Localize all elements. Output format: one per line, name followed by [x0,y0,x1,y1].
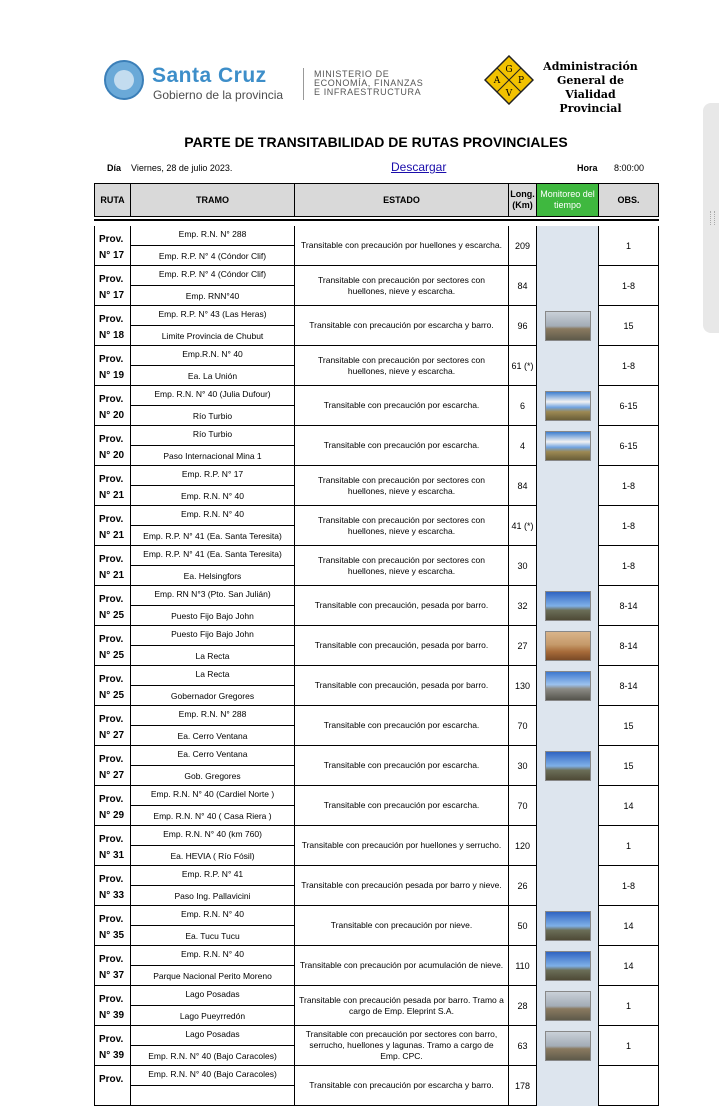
table-row [94,466,659,506]
segment-to: Ea. Cerro Ventana [177,731,248,741]
observations-cell: 1-8 [598,346,659,386]
length-cell: 50 [508,906,536,946]
table-row [94,626,659,666]
column-header-tramo: TRAMO [130,183,295,217]
status-cell: Transitable con precaución por sectores con huellones, nieve y escarcha. [294,266,508,306]
observations-cell: 1 [598,1026,659,1066]
weather-camera-thumbnail[interactable] [545,671,591,701]
segment-to: Paso Internacional Mina 1 [163,451,262,461]
segment-cell [130,546,294,586]
weather-monitor-cell [536,426,598,466]
route-cell [94,906,130,946]
weather-camera-thumbnail[interactable] [545,951,591,981]
segment-to: Gob. Gregores [184,771,241,781]
weather-monitor-cell [536,986,598,1026]
weather-camera-thumbnail[interactable] [545,591,591,621]
brand-name: Santa Cruz [152,64,267,87]
length-cell: 110 [508,946,536,986]
segment-from: Emp. R.P. N° 41 (Ea. Santa Teresita) [131,546,294,566]
weather-monitor-cell [536,826,598,866]
route-number: N° 17 [99,250,125,261]
status-cell: Transitable con precaución por escarcha. [294,386,508,426]
observations-cell: 1 [598,826,659,866]
route-number: N° 27 [99,730,125,741]
segment-cell [130,786,294,826]
route-number: N° 21 [99,570,125,581]
ministry-line: E INFRAESTRUCTURA [314,87,422,97]
weather-camera-thumbnail[interactable] [545,751,591,781]
segment-from: Emp. R.P. N° 41 [131,866,294,886]
route-cell [94,586,130,626]
route-cell [94,226,130,266]
segment-cell [130,1026,294,1066]
segment-to: Lago Pueyrredón [179,1011,246,1021]
agvp-letter: A [493,76,501,86]
observations-cell: 1-8 [598,866,659,906]
segment-from: Emp. R.N. N° 40 [131,506,294,526]
route-prov: Prov. [99,234,124,245]
segment-to: Gobernador Gregores [170,691,255,701]
length-cell: 63 [508,1026,536,1066]
side-scroll-handle[interactable] [703,103,719,333]
segment-to: Paso Ing. Pallavicini [174,891,251,901]
table-row [94,546,659,586]
table-row [94,826,659,866]
segment-from: Emp. R.N. N° 40 (Bajo Caracoles) [131,1066,294,1086]
status-cell: Transitable con precaución por huellones y serrucho. [294,826,508,866]
segment-cell [130,586,294,626]
status-cell: Transitable con precaución por escarcha. [294,426,508,466]
route-cell [94,826,130,866]
status-cell: Transitable con precaución por acumulación de nieve. [294,946,508,986]
weather-camera-thumbnail[interactable] [545,631,591,661]
segment-cell [130,986,294,1026]
status-cell: Transitable con precaución por escarcha. [294,786,508,826]
segment-from: Emp. R.N. N° 288 [131,706,294,726]
segment-cell [130,426,294,466]
status-cell: Transitable con precaución por escarcha y barro. [294,1066,508,1106]
route-prov: Prov. [99,474,124,485]
observations-cell: 1-8 [598,506,659,546]
status-cell: Transitable con precaución por escarcha. [294,746,508,786]
segment-cell [130,386,294,426]
table-row [94,786,659,826]
observations-cell: 1-8 [598,466,659,506]
weather-camera-thumbnail[interactable] [545,911,591,941]
length-cell: 41 (*) [508,506,536,546]
segment-from: Ea. Cerro Ventana [131,746,294,766]
weather-camera-thumbnail[interactable] [545,391,591,421]
segment-to: Emp. R.P. N° 41 (Ea. Santa Teresita) [143,531,282,541]
segment-cell [130,826,294,866]
table-row [94,306,659,346]
weather-monitor-cell [536,906,598,946]
route-cell [94,986,130,1026]
column-header-ruta: RUTA [94,183,131,217]
route-prov: Prov. [99,714,124,725]
status-cell: Transitable con precaución, pesada por barro. [294,626,508,666]
segment-to: Limite Provincia de Chubut [161,331,264,341]
agvp-letter: V [505,89,513,99]
status-cell: Transitable con precaución, pesada por barro. [294,666,508,706]
observations-cell: 1-8 [598,266,659,306]
weather-monitor-cell [536,306,598,346]
ministry-line: MINISTERIO DE [314,69,390,79]
route-number: N° 35 [99,930,125,941]
route-cell [94,466,130,506]
segment-to: Parque Nacional Perito Moreno [153,971,272,981]
logo-divider [303,68,304,100]
route-prov: Prov. [99,1074,124,1085]
segment-to: Ea. La Unión [187,371,238,381]
route-cell [94,786,130,826]
weather-monitor-cell [536,346,598,386]
table-row [94,746,659,786]
agvp-name-line: Provincial [559,102,622,115]
length-cell: 26 [508,866,536,906]
segment-cell [130,466,294,506]
segment-from: Emp.R.N. N° 40 [131,346,294,366]
route-cell [94,666,130,706]
observations-cell [598,1066,659,1106]
status-cell: Transitable con precaución por sectores con barro, serrucho, huellones y lagunas. Tramo a cargo de Emp. CPC. [294,1026,508,1066]
ministry-line: ECONOMÍA, FINANZAS [314,78,424,88]
weather-monitor-cell [536,506,598,546]
route-number: N° 19 [99,370,125,381]
observations-cell: 14 [598,946,659,986]
segment-from: Lago Posadas [131,1026,294,1046]
weather-camera-thumbnail[interactable] [545,311,591,341]
segment-to: Ea. HEVIA ( Río Fósil) [170,851,255,861]
observations-cell: 8-14 [598,586,659,626]
length-cell: 84 [508,466,536,506]
route-number: N° 31 [99,850,125,861]
segment-to: Río Turbio [192,411,233,421]
weather-monitor-cell [536,466,598,506]
segment-to: Ea. Tucu Tucu [185,931,240,941]
route-number: N° 33 [99,890,125,901]
route-cell [94,706,130,746]
route-number: N° 27 [99,770,125,781]
route-prov: Prov. [99,1034,124,1045]
route-prov: Prov. [99,354,124,365]
segment-to: Emp. R.N. N° 40 ( Casa Riera ) [153,811,272,821]
length-cell: 32 [508,586,536,626]
route-prov: Prov. [99,754,124,765]
segment-to: Emp. R.P. N° 4 (Cóndor Clif) [158,251,267,261]
route-prov: Prov. [99,394,124,405]
observations-cell: 6-15 [598,386,659,426]
ministry-name [314,70,423,97]
column-header-estado: ESTADO [294,183,509,217]
weather-monitor-cell [536,1026,598,1066]
length-cell: 120 [508,826,536,866]
time-label: Hora [577,163,598,173]
weather-monitor-cell [536,386,598,426]
column-header-long-line: (Km) [512,200,533,210]
status-cell: Transitable con precaución por sectores con huellones, nieve y escarcha. [294,506,508,546]
segment-from: Emp. R.N. N° 40 [131,946,294,966]
length-cell: 27 [508,626,536,666]
length-cell: 209 [508,226,536,266]
observations-cell: 14 [598,906,659,946]
agvp-name [533,60,648,116]
length-cell: 178 [508,1066,536,1106]
segment-from: Emp. R.N. N° 40 (Julia Dufour) [131,386,294,406]
length-cell: 30 [508,546,536,586]
status-cell: Transitable con precaución pesada por barro. Tramo a cargo de Emp. Eleprint S.A. [294,986,508,1026]
weather-camera-thumbnail[interactable] [545,431,591,461]
table-row [94,1026,659,1066]
segment-cell [130,306,294,346]
table-row [94,866,659,906]
route-prov: Prov. [99,834,124,845]
segment-from: Emp. R.N. N° 288 [131,226,294,246]
length-cell: 28 [508,986,536,1026]
segment-cell [130,746,294,786]
segment-cell [130,706,294,746]
segment-from: Emp. R.N. N° 40 (km 760) [131,826,294,846]
weather-monitor-cell [536,866,598,906]
table-row [94,666,659,706]
observations-cell: 15 [598,746,659,786]
table-row [94,426,659,466]
route-number: N° 21 [99,490,125,501]
weather-monitor-cell [536,226,598,266]
date-value: Viernes, 28 de julio 2023. [131,163,233,173]
segment-cell [130,346,294,386]
weather-monitor-cell [536,1066,598,1106]
route-number: N° 25 [99,690,125,701]
route-prov: Prov. [99,954,124,965]
route-cell [94,346,130,386]
table-row [94,706,659,746]
route-prov: Prov. [99,674,124,685]
route-cell [94,946,130,986]
table-row [94,386,659,426]
status-cell: Transitable con precaución pesada por barro y nieve. [294,866,508,906]
route-prov: Prov. [99,634,124,645]
segment-from: Emp. R.N. N° 40 [131,906,294,926]
observations-cell: 1 [598,226,659,266]
route-cell [94,306,130,346]
route-cell [94,386,130,426]
weather-monitor-cell [536,586,598,626]
length-cell: 30 [508,746,536,786]
segment-to: Emp. R.N. N° 40 (Bajo Caracoles) [148,1051,277,1061]
status-cell: Transitable con precaución por escarcha. [294,706,508,746]
weather-monitor-cell [536,666,598,706]
route-cell [94,266,130,306]
observations-cell: 8-14 [598,626,659,666]
route-cell [94,426,130,466]
column-header-long [508,183,537,217]
route-number: N° 17 [99,290,125,301]
table-row [94,986,659,1026]
observations-cell: 15 [598,706,659,746]
route-prov: Prov. [99,794,124,805]
observations-cell: 15 [598,306,659,346]
length-cell: 4 [508,426,536,466]
observations-cell: 14 [598,786,659,826]
route-number: N° 25 [99,650,125,661]
route-number: N° 21 [99,530,125,541]
agvp-name-line: Administración [543,60,638,73]
route-prov: Prov. [99,434,124,445]
weather-monitor-cell [536,746,598,786]
route-prov: Prov. [99,554,124,565]
time-value: 8:00:00 [614,163,645,173]
route-cell [94,1066,130,1106]
segment-from: La Recta [131,666,294,686]
segment-to: La Recta [195,651,230,661]
segment-to: Puesto Fijo Bajo John [171,611,254,621]
table-row [94,906,659,946]
length-cell: 130 [508,666,536,706]
length-cell: 70 [508,786,536,826]
observations-cell: 8-14 [598,666,659,706]
weather-monitor-cell [536,626,598,666]
segment-cell [130,666,294,706]
header-divider [94,219,659,221]
route-prov: Prov. [99,994,124,1005]
segment-cell [130,226,294,266]
route-cell [94,746,130,786]
segment-from: Río Turbio [131,426,294,446]
route-cell [94,626,130,666]
weather-monitor-cell [536,786,598,826]
route-cell [94,506,130,546]
segment-from: Emp. RN N°3 (Pto. San Julián) [131,586,294,606]
route-prov: Prov. [99,274,124,285]
segment-cell [130,866,294,906]
column-header-monitoreo [536,183,599,217]
agvp-letter: P [517,76,525,86]
status-cell: Transitable con precaución por sectores con huellones, nieve y escarcha. [294,346,508,386]
route-number: N° 20 [99,410,125,421]
column-header-monitoreo-line: Monitoreo del [540,189,595,199]
length-cell: 61 (*) [508,346,536,386]
segment-from: Emp. R.P. N° 17 [131,466,294,486]
segment-to: Emp. R.N. N° 40 [181,491,244,501]
column-header-monitoreo-line: tiempo [553,200,581,210]
route-prov: Prov. [99,314,124,325]
document-title: PARTE DE TRANSITABILIDAD DE RUTAS PROVINCIALES [184,134,568,150]
status-cell: Transitable con precaución por sectores con huellones, nieve y escarcha. [294,546,508,586]
table-row [94,346,659,386]
route-prov: Prov. [99,594,124,605]
route-prov: Prov. [99,874,124,885]
length-cell: 70 [508,706,536,746]
segment-from: Emp. R.N. N° 40 (Cardiel Norte ) [131,786,294,806]
segment-to: Ea. Helsingfors [183,571,242,581]
weather-camera-thumbnail[interactable] [545,1031,591,1061]
segment-from: Emp. R.P. N° 43 (Las Heras) [131,306,294,326]
route-number: N° 25 [99,610,125,621]
status-cell: Transitable con precaución por escarcha y barro. [294,306,508,346]
segment-cell [130,1066,294,1106]
route-number: N° 37 [99,970,125,981]
route-cell [94,866,130,906]
route-number: N° 39 [99,1050,125,1061]
segment-from: Puesto Fijo Bajo John [131,626,294,646]
table-row [94,506,659,546]
weather-monitor-cell [536,946,598,986]
route-number: N° 39 [99,1010,125,1021]
length-cell: 6 [508,386,536,426]
route-number: N° 18 [99,330,125,341]
route-prov: Prov. [99,514,124,525]
segment-from: Emp. R.P. N° 4 (Cóndor Clif) [131,266,294,286]
segment-cell [130,906,294,946]
download-link[interactable]: Descargar [391,160,447,174]
date-label: Día [107,163,122,173]
status-cell: Transitable con precaución, pesada por barro. [294,586,508,626]
status-cell: Transitable con precaución por nieve. [294,906,508,946]
weather-monitor-cell [536,546,598,586]
route-number: N° 29 [99,810,125,821]
table-row [94,226,659,266]
segment-from: Lago Posadas [131,986,294,1006]
santa-cruz-shield-icon [104,60,144,100]
segment-cell [130,946,294,986]
observations-cell: 1 [598,986,659,1026]
table-row [94,1066,659,1106]
document-header [0,0,719,130]
route-number: N° 20 [99,450,125,461]
observations-cell: 6-15 [598,426,659,466]
segment-to: Emp. RNN°40 [185,291,240,301]
agvp-diamond-logo-icon [484,55,534,105]
agvp-letter: G [505,65,513,75]
weather-monitor-cell [536,266,598,306]
segment-cell [130,626,294,666]
column-header-long-line: Long. [510,189,535,199]
status-cell: Transitable con precaución por huellones y escarcha. [294,226,508,266]
route-cell [94,1026,130,1066]
route-cell [94,546,130,586]
column-header-obs: OBS. [598,183,659,217]
agvp-name-line: General de Vialidad [556,74,624,101]
brand-subtitle: Gobierno de la provincia [153,88,284,102]
status-cell: Transitable con precaución por sectores con huellones, nieve y escarcha. [294,466,508,506]
length-cell: 84 [508,266,536,306]
route-prov: Prov. [99,914,124,925]
observations-cell: 1-8 [598,546,659,586]
weather-monitor-cell [536,706,598,746]
table-row [94,586,659,626]
segment-cell [130,266,294,306]
weather-camera-thumbnail[interactable] [545,991,591,1021]
length-cell: 96 [508,306,536,346]
segment-cell [130,506,294,546]
table-row [94,946,659,986]
table-row [94,266,659,306]
